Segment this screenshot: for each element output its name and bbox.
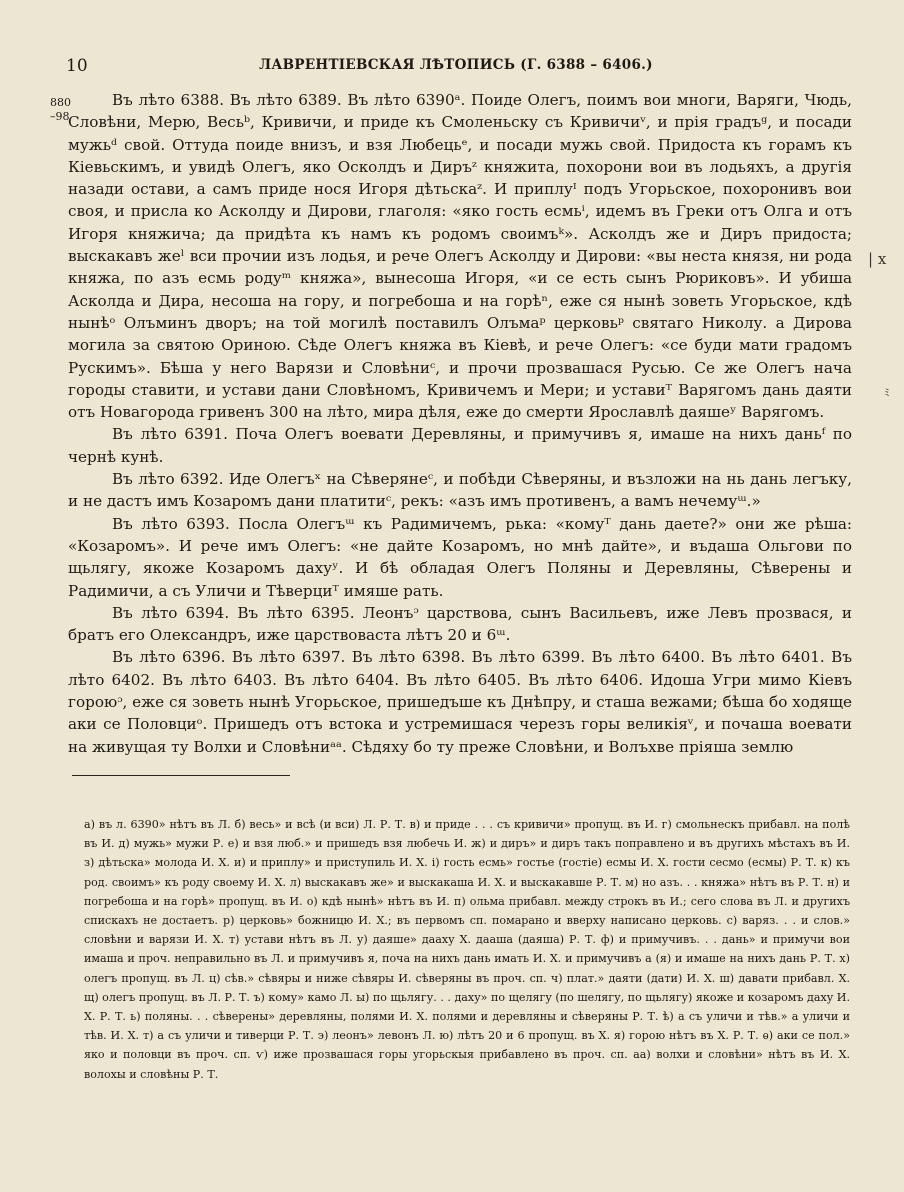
footnote-divider [72, 775, 290, 776]
margin-pencil-mark: | х [868, 250, 887, 268]
paragraph: Въ лѣто 6392. Иде Олегъˣ на Сѣверянеᶜ, и побѣди Сѣверяны, и възложи на нь дань легъку, и не дастъ имъ Козаромъ дани платитиᶜ, рекъ: «азъ имъ противенъ, а вамъ нечемуᵚ.» [68, 470, 852, 511]
footnote-text: а) въ л. 6390» нѣтъ въ Л. б) весь» и всѣ (и вси) Л. Р. Т. в) и приде . . . съ кривичи» пропущ. въ И. г) смольнескъ прибавл. на полѣ въ И. д) мужь» мужи Р. е) и взя люб.» и пришедъ взя любечь И. ж) и диръ» и диръ такъ поправлено и въ другихъ мѣстахъ въ И. з) дѣтьска» молода И. Х. и) и приплу» и приступиль И. Х. і) гость есмь» гостье (гостіе) есмы И. Х. гости сесмо (есмы) Р. Т. к) къ род. своимъ» къ роду своему И. Х. л) выскакавъ же» и выскакаша И. Х. и выскакавше Р. Т. м) но азъ. . . княжа» нѣтъ въ Р. Т. н) и погребоша и на горѣ» пропущ. въ И. о) кдѣ нынѣ» нѣтъ въ И. п) ольма прибавл. между строкъ въ И.; сего слова въ Л. и другихъ спискахъ не достаетъ. р) церковь» божницю И. Х.; въ первомъ сп. помарано и вверху написано церковь. с) варяз. . . и слов.» словѣни и варязи И. Х. т) устави нѣтъ въ Л. у) даяше» дааху Х. дааша (даяша) Р. Т. ф) и примучивъ. . . дань» и примучи вои имаша и проч. неправильно въ Л. и примучивъ я, поча на нихъ дань имать И. Х. и примучивъ а (я) и имаше на нихъ дань Р. Т. х) олегъ пропущ. въ Л. ц) сѣв.» сѣвяры и ниже сѣвяры И. сѣверяны въ проч. сп. ч) плат.» даяти (дати) И. Х. ш) давати прибавл. Х. щ) олегъ пропущ. въ Л. Р. Т. ъ) кому» камо Л. ы) по щьлягу. . . даху» по щелягу (по шелягу, по щьлягу) якоже и козаромъ даху И. Х. Р. Т. ь) поляны. . . сѣверены» деревляны, полями И. Х. полями и деревляны и сѣверяны Р. Т. ѣ) а съ уличи и тѣв.» а уличи и тѣв. И. Х. т) а съ уличи и тиверци Р. Т. э) леонъ» левонъ Л. ю) лѣтъ 20 и 6 пропущ. въ Х. я) горою нѣтъ въ Х. Р. Т. ѳ) аки се пол.» яко и половци въ проч. сп. ѵ) иже прозвашася горы угорьскыя прибавлено въ проч. сп. аа) волхи и словѣни» нѣтъ въ И. Х. волохы и словѣны Р. Т. [84, 818, 850, 1081]
page-number: 10 [66, 56, 88, 76]
running-title: ЛАВРЕНТІЕВСКАЯ ЛѢТОПИСЬ (Г. 6388 – 6406.) [259, 57, 653, 73]
page-header [66, 56, 846, 80]
footnotes [84, 815, 850, 1084]
chronicle-text [68, 89, 852, 758]
paragraph: Въ лѣто 6396. Въ лѣто 6397. Въ лѣто 6398. Въ лѣто 6399. Въ лѣто 6400. Въ лѣто 6401. Въ лѣто 6402. Въ лѣто 6403. Въ лѣто 6404. Въ лѣто 6405. Въ лѣто 6406. Идоша Угри мимо Кіевъ гороюᵓ, еже ся зоветь нынѣ Угорьское, пришедъше къ Днѣпру, и сташа вежами; бѣша бо ходяще аки се Половциᵒ. Пришедъ отъ встока и устремишася черезъ горы великіяᵛ, и почаша воевати на живущая ту Волхи и Словѣниᵃᵃ. Сѣдяху бо ту преже Словѣни, и Волъхве пріяша землю [68, 648, 852, 756]
margin-pencil-mark-2: ﾐ [884, 386, 890, 399]
paragraph: Въ лѣто 6393. Посла Олегъᵚ къ Радимичемъ, рька: «комуᵀ дань даете?» они же рѣша: «Козаромъ». И рече имъ Олегъ: «не дайте Козаромъ, но мнѣ дайте», и въдаша Ольгови по щьлягу, якоже Козаромъ дахуʸ. И бѣ обладая Олегъ Поляны и Деревляны, Сѣверены и Радимичи, а съ Уличи и Тѣверциᵀ имяше рать. [68, 514, 852, 600]
paragraph: Въ лѣто 6388. Въ лѣто 6389. Въ лѣто 6390ᵃ. Поиде Олегъ, поимъ вои многи, Варяги, Чюдь, Словѣни, Мерю, Весьᵇ, Кривичи, и приде къ Смоленьску съ Кривичиᵛ, и прія градъᵍ, и посади мужьᵈ свой. Оттуда поиде внизъ, и взя Любецьᵉ, и посади мужь свой. Придоста къ горамъ къ Кіевьскимъ, и увидѣ Олегъ, яко Осколдъ и Диръᶻ княжита, похорони вои въ лодьяхъ, а другія назади остави, а самъ приде нося Игоря дѣтьскаᶻ. И приплуᴵ подъ Угорьское, похоронивъ вои своя, и присла ко Асколду и Дирови, глаголя: «яко гость есмьⁱ, идемъ въ Греки отъ Олга и отъ Игоря княжича; да придѣта къ намъ къ родомъ своимъᵏ». Асколдъ же и Диръ придоста; выскакавъ жеˡ вси прочии изъ лодья, и рече Олегъ Асколду и Дирови: «вы неста князя, ни рода княжа, по азъ есмь родуᵐ княжа», вынесоша Игоря, «и се есть сынъ Рюриковъ». И убиша Асколда и Дира, несоша на гору, и погребоша и на горѣⁿ, еже ся нынѣ зоветь Угорьское, кдѣ нынѣᵒ Олъминъ дворъ; на той могилѣ поставилъ Олъмаᵖ церковьᵖ святаго Николу. а Дирова могила за святою Ориною. Сѣде Олегъ княжа въ Кіевѣ, и рече Олегъ: «се буди мати градомъ Рускимъ». Бѣша у него Варязи и Словѣниᶜ, и прочи прозвашася Русью. Се же Олегъ нача городы ставити, и устави дани Словѣномъ, Кривичемъ и Мери; и уставиᵀ Варягомъ дань даяти отъ Новагорода гривенъ 300 на лѣто, мира дѣля, еже до смерти Ярославлѣ даяшеʸ Варягомъ. [68, 91, 852, 422]
paragraph: Въ лѣто 6391. Поча Олегъ воевати Деревляны, и примучивъ я, имаше на нихъ даньᶠ по чернѣ кунѣ. [68, 425, 852, 466]
margin-year-top: 880 [50, 96, 71, 109]
paragraph: Въ лѣто 6394. Въ лѣто 6395. Леонъᵓ царствова, сынъ Васильевъ, иже Левъ прозвася, и братъ его Олександръ, иже царствоваста лѣтъ 20 и 6ᵚ. [68, 603, 852, 645]
margin-year-bottom: –98 [50, 110, 70, 123]
